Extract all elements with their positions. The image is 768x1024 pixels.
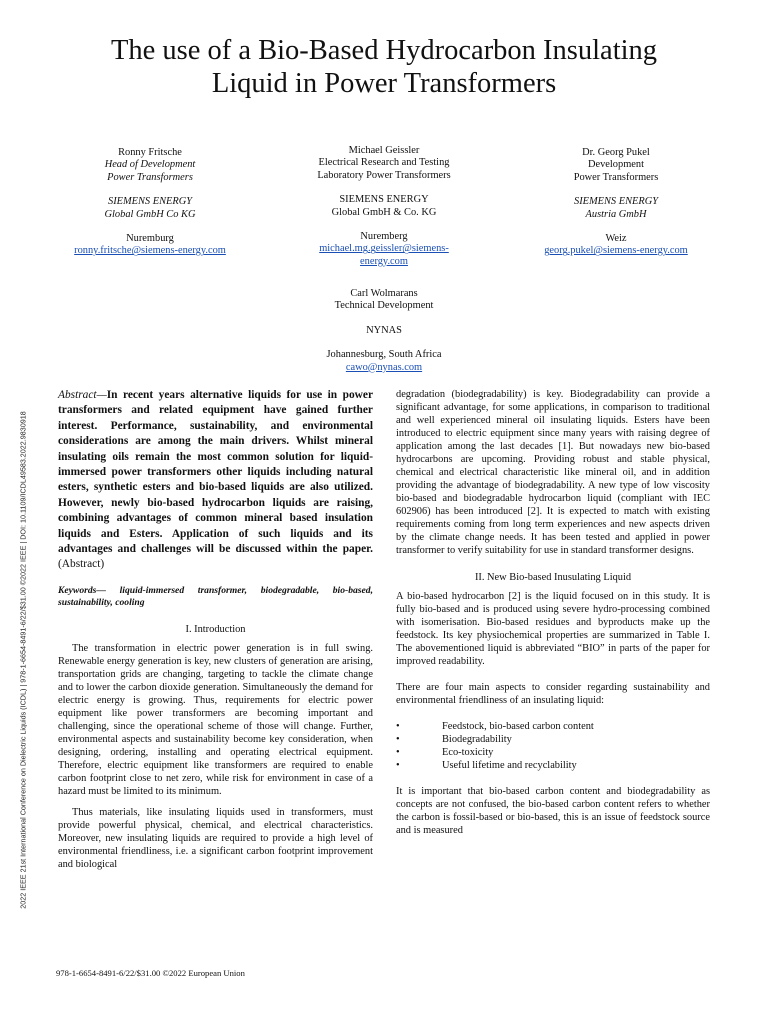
abstract-dash: — — [96, 389, 107, 401]
bullet-icon: • — [396, 734, 400, 745]
author-org: SIEMENS ENERGY — [339, 194, 429, 206]
author-block-1 — [40, 147, 260, 258]
section-heading-introduction: I. Introduction — [185, 623, 246, 635]
aspects-list — [396, 720, 710, 772]
author-org-detail: Austria GmbH — [585, 208, 647, 220]
author-name: Dr. Georg Pukel — [582, 147, 650, 158]
bullet-icon: • — [396, 760, 400, 771]
title-line-2: Liquid in Power Transformers — [211, 68, 557, 99]
author-block-4 — [274, 288, 494, 374]
author-block-2 — [274, 145, 494, 268]
sidebar-text: 2022 IEEE 21st International Conference on Dielectric Liquids (ICDL) | 978-1-6654-8491-6/22/$31.00 ©2022 IEEE | DOI: 10.1109/ICDL49583.2022.9830918 — [18, 411, 28, 909]
ieee-sidebar-citation — [18, 340, 28, 980]
author-role: Development — [588, 159, 644, 171]
left-column — [58, 388, 373, 871]
author-org-detail: Global GmbH & Co. KG — [331, 206, 437, 218]
author-email-link[interactable]: ronny.fritsche@siemens-energy.com — [74, 245, 226, 257]
author-city: Nuremburg — [126, 233, 174, 245]
abstract-body: In recent years alternative liquids for use in power transformers and related equipment have gained further interest. Performance, sustainability, and environmental considerations are among the main drivers. Whilst mineral insulating oils remain the most common solution for liquid-immersed power transformers other liquids including natural esters, synthetic esters and bio-based liquids are also utilized. However, newly bio-based hydrocarbon liquids are raising, combining advantages of common mineral based insulation liquids and Esters. Application of such liquids and its advantages and challenges will be discussed within the paper. — [58, 389, 373, 556]
author-city: Weiz — [605, 233, 627, 245]
author-dept: Laboratory Power Transformers — [317, 169, 451, 181]
abstract-tail: (Abstract) — [58, 558, 105, 571]
right-column — [396, 388, 710, 837]
section2-paragraph-2: There are four main aspects to consider regarding sustainability and environmental friendliness of an insulating liquid: — [396, 682, 710, 706]
author-block-3 — [506, 147, 726, 258]
author-name: Carl Wolmarans — [350, 288, 418, 299]
author-role: Technical Development — [334, 300, 434, 312]
keywords: Keywords— liquid-immersed transformer, biodegradable, bio-based, sustainability, cooling — [58, 584, 373, 608]
bullet-icon: • — [396, 747, 400, 758]
author-name: Ronny Fritsche — [118, 147, 182, 158]
abstract — [58, 388, 373, 573]
right-paragraph-1: degradation (biodegradability) is key. Biodegradability can provide a significant advantage, for some applications, in comparison to traditional and well experienced mineral oil insulating liquids. Esters have been introduced to electric equipment since many years with raising degree of application among the last decades [1]. But nowadays new bio-based hydrocarbons are upcoming. Providing robust and stable physical, chemical and electrical characteristic like mineral oil, and in addition providing the advantage of biodegradability. A new type of low viscosity bio-based and biodegradable hydrocarbon liquid (compliant with IEC 602906) has been introduced [2]. It is expected to match with existing requirements coming from long term experiences and new aspects driven by the climate change needs. It has been tested and applied in power transformer to verify suitability for use in standard transformer designs. — [396, 389, 710, 556]
author-city: Nuremberg — [360, 231, 408, 243]
list-item: • Useful lifetime and recyclability — [396, 760, 577, 771]
author-email-link[interactable]: georg.pukel@siemens-energy.com — [544, 245, 688, 257]
author-org: NYNAS — [366, 324, 402, 336]
author-email-link-cont[interactable]: energy.com — [360, 255, 408, 267]
author-dept: Power Transformers — [573, 171, 659, 183]
title-line-1: The use of a Bio-Based Hydrocarbon Insulating — [110, 35, 658, 66]
section2-paragraph-1: A bio-based hydrocarbon [2] is the liquid focused on in this study. It is fully bio-based and is produced using severe hydro-processing combined with isomerisation. Bio-based residues and byproducts make up the feedstock. Its key physiochemical properties are summarized in Table I. The abovementioned liquid is abbreviated “BIO” in parts of the paper for improved readability. — [396, 591, 710, 667]
author-role: Head of Development — [104, 159, 196, 171]
list-item: • Biodegradability — [396, 734, 512, 745]
section-heading-bio-based: II. New Bio-based Inusulating Liquid — [474, 572, 632, 583]
intro-paragraph-1: The transformation in electric power generation is in full swing. Renewable energy generation is key, new clusters of generation are arising, transportation grids are changing, targeting to tackle the climate change and to lower the carbon dioxide generation. Simultaneously the demand for electric energy is growing. Thus, requirements for electric power equipment like power transformers are becoming important and challenging, since the operational scheme of those will change. Further, environmental aspects and sustainability become key consideration, when designing, ordering, installing and operating electrical equipment. Therefore, electric equipment like transformers are required to enable carbon footprint close to net zero, while risk for environment in case of a hazard must be limited to its minimum. — [58, 642, 373, 797]
author-city: Johannesburg, South Africa — [326, 349, 442, 361]
abstract-lead: Abstract — [58, 389, 97, 401]
footer-copyright: 978-1-6654-8491-6/22/$31.00 ©2022 European Union — [56, 968, 245, 978]
author-dept: Power Transformers — [107, 171, 193, 183]
list-item: • Feedstock, bio-based carbon content — [396, 721, 594, 732]
intro-paragraph-2: Thus materials, like insulating liquids used in transformers, must provide powerful physical, chemical, and electrical characteristics. Moreover, new insulating liquids are required to provide a high level of environmental friendliness, i.e. a significant carbon footprint improvement and biological — [58, 806, 373, 870]
author-org-detail: Global GmbH Co KG — [104, 208, 196, 220]
bullet-icon: • — [396, 721, 400, 732]
author-org: SIEMENS ENERGY — [108, 196, 192, 208]
paper-title — [0, 34, 768, 100]
list-item: • Eco-toxicity — [396, 747, 494, 758]
author-name: Michael Geissler — [348, 145, 420, 156]
author-email-link[interactable]: cawo@nynas.com — [345, 361, 423, 373]
author-role: Electrical Research and Testing — [318, 157, 450, 169]
section2-paragraph-3: It is important that bio-based carbon content and biodegradability as concepts are not confused, the bio-based carbon content refers to whether the carbon is fossil-based or bio-based, this is an issue of feedstock source and is measured — [396, 786, 710, 836]
author-email-link[interactable]: michael.mg.geissler@siemens- — [319, 243, 449, 255]
author-org: SIEMENS ENERGY — [574, 196, 658, 208]
